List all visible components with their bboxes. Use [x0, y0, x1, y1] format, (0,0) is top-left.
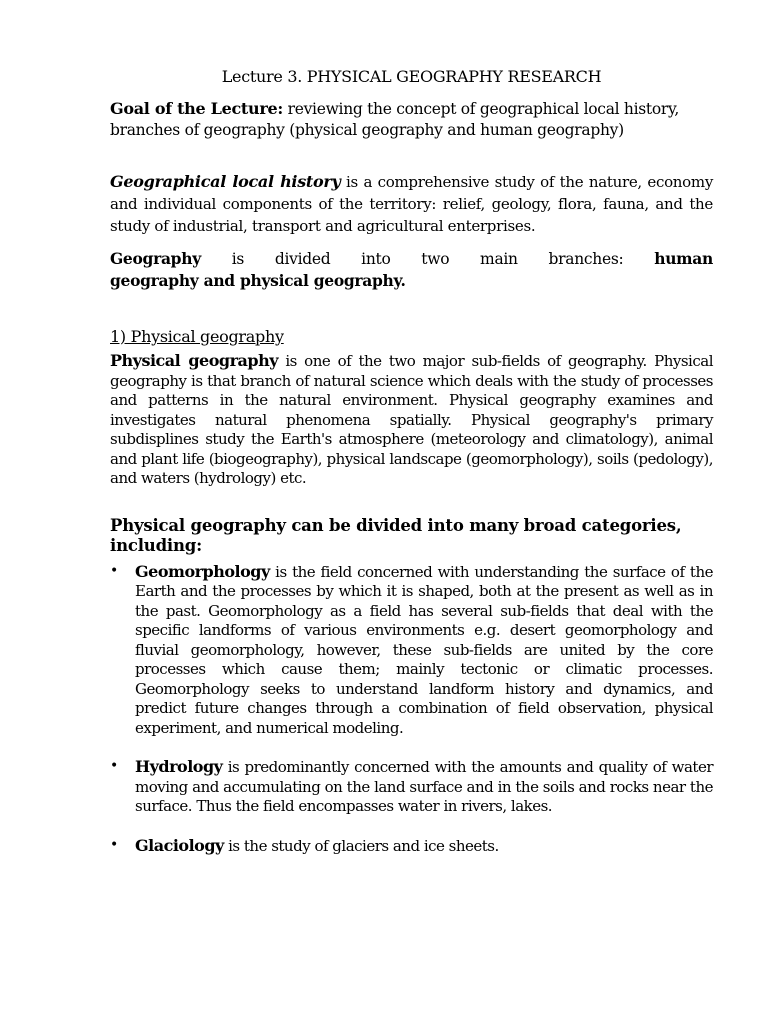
- physical-geography-text: is one of the two major sub-fields of geography. Physical geography is that branch of natural science which deals with the study of processes and patterns in the natural environment. Physical geography examines and investigates natural phenomena spatially. Physical geography's primary subdisplines study the Earth's atmosphere (meteorology and climatology), animal and plant life (biogeography), physical landscape (geomorphology), soils (pedology), and waters (hydrology) etc.: [110, 352, 713, 487]
- category-text: is the field concerned with understanding the surface of the Earth and the processes by which it is shaped, both at the present as well as in the past. Geomorphology as a field has several sub-fields that deal with the specific landforms of various environments e.g. desert geomorphology and fluvial geomorphology, however, these sub-fields are united by the core processes which cause them; mainly tectonic or climatic processes. Geomorphology seeks to understand landform history and dynamics, and predict future changes through a combination of field observation, physical experiment, and numerical modeling.: [135, 562, 713, 737]
- branches-paragraph: [110, 248, 713, 292]
- branches-word: two: [421, 250, 450, 268]
- category-term: Geomorphology: [135, 561, 270, 581]
- branches-word: is: [231, 250, 245, 268]
- goal-label: Goal of the Lecture:: [110, 99, 283, 118]
- physical-geography-term: Physical geography: [110, 351, 279, 370]
- list-item: [110, 836, 713, 857]
- local-history-term: Geographical local history: [110, 172, 341, 191]
- branches-bold-start: human: [654, 249, 713, 268]
- bullet-icon: •: [110, 836, 118, 853]
- branches-word: main: [480, 250, 518, 268]
- branches-word: divided: [274, 250, 331, 268]
- branches-line-1: [110, 248, 713, 270]
- category-term: Glaciology: [135, 835, 224, 855]
- branches-bold-rest: geography and physical geography.: [110, 271, 406, 290]
- categories-heading: Physical geography can be divided into many broad categories, including:: [110, 515, 682, 555]
- branches-term: Geography: [110, 249, 201, 268]
- category-text: is the study of glaciers and ice sheets.: [223, 836, 499, 855]
- goal-text: reviewing the concept of geographical local history, branches of geography (physical geography and human geography): [110, 100, 680, 139]
- section-heading: 1) Physical geography: [110, 327, 284, 346]
- lecture-goal: [110, 98, 713, 141]
- category-text: is predominantly concerned with the amounts and quality of water moving and accumulating on the land surface and in the soils and rocks near the surface. Thus the field encompasses water in rivers, lakes.: [135, 758, 713, 815]
- branches-word: branches:: [548, 250, 624, 268]
- branches-word: into: [361, 250, 391, 268]
- local-history-text: is a comprehensive study of the nature, economy and individual components of the territory: relief, geology, flora, fauna, and the study of industrial, transport and agricultural enterprises.: [110, 173, 714, 235]
- list-item: [110, 562, 713, 739]
- document-page: [110, 66, 713, 856]
- bullet-icon: •: [110, 562, 118, 579]
- category-term: Hydrology: [135, 757, 223, 776]
- local-history-paragraph: [110, 171, 713, 237]
- branches-line-2: [110, 270, 713, 292]
- physical-geography-paragraph: [110, 351, 713, 489]
- bullet-icon: •: [110, 758, 118, 774]
- categories-list: [110, 562, 713, 857]
- page-title: Lecture 3. PHYSICAL GEOGRAPHY RESEARCH: [221, 67, 602, 86]
- list-item: [110, 757, 713, 817]
